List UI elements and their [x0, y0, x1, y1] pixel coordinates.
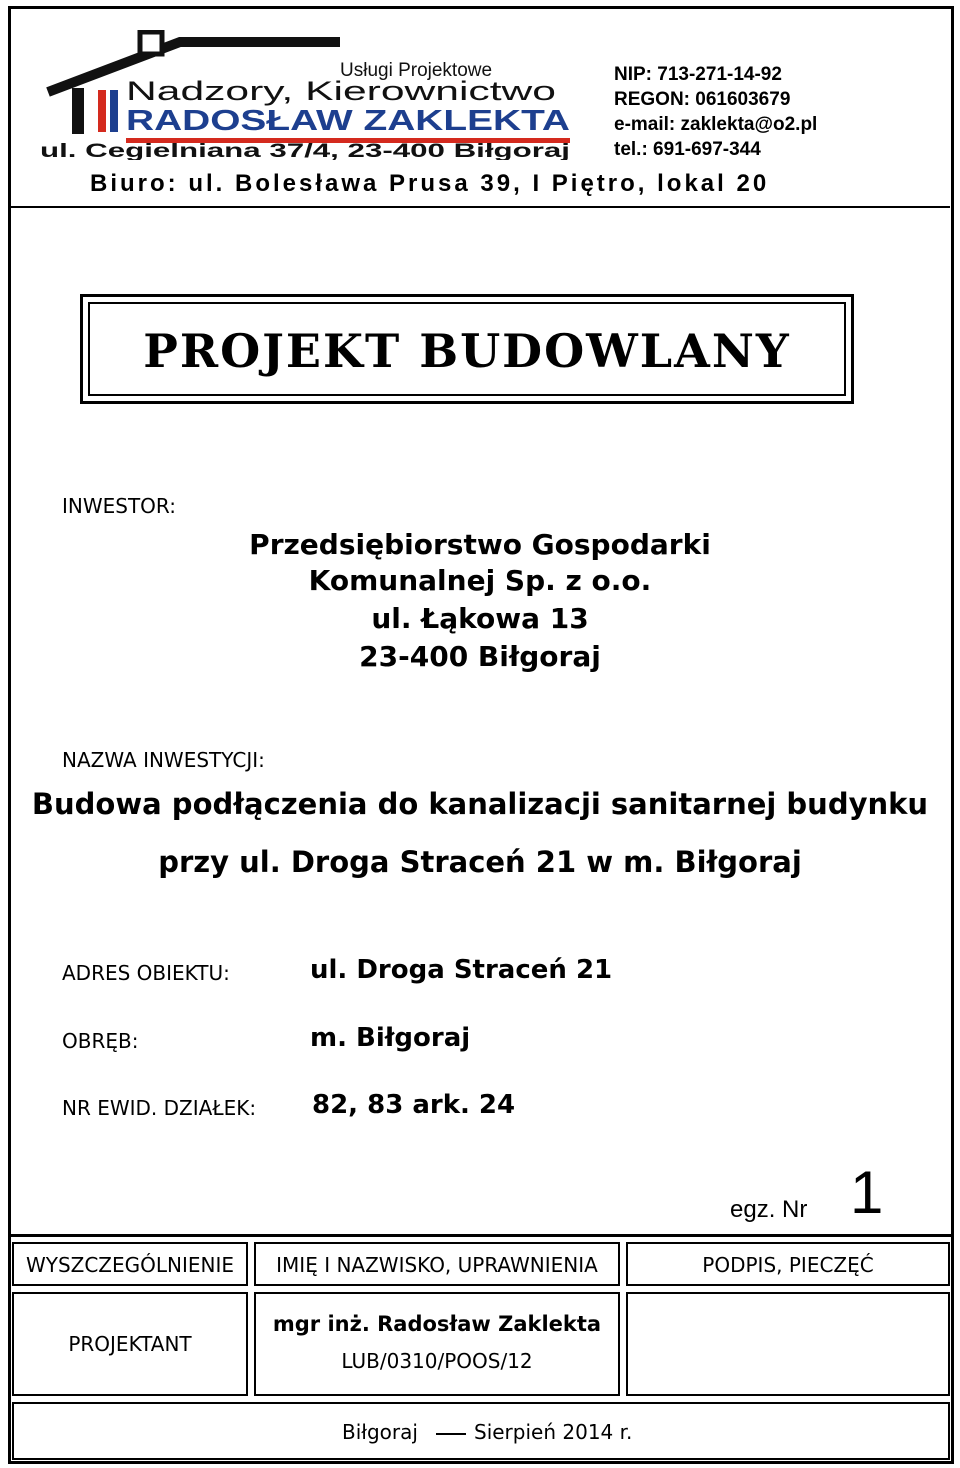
- logo-line2: Nadzory, Kierownictwo: [126, 76, 556, 106]
- plots-value: 82, 83 ark. 24: [312, 1090, 516, 1120]
- logo-line4: ul. Cegielniana 37/4, 23-400 Biłgoraj: [40, 141, 570, 160]
- precinct-label: OBRĘB:: [62, 1029, 139, 1053]
- table-header-role: WYSZCZEGÓLNIENIE: [25, 1253, 235, 1277]
- copy-number: 1: [850, 1159, 884, 1226]
- investment-label: NAZWA INWESTYCJI:: [62, 748, 265, 772]
- company-logo: [40, 30, 580, 160]
- footer-cell: [12, 1402, 950, 1460]
- page-title: PROJEKT BUDOWLANY: [143, 324, 791, 378]
- logo-line3: RADOSŁAW ZAKLEKTA: [126, 105, 571, 137]
- plots-label: NR EWID. DZIAŁEK:: [62, 1096, 257, 1120]
- title-box-inner: [88, 302, 846, 396]
- logo-line1: Usługi Projektowe: [340, 60, 493, 81]
- footer-place: Biłgoraj: [342, 1420, 418, 1444]
- logo-wall: [72, 88, 84, 134]
- table-header-signature: PODPIS, PIECZĘĆ: [702, 1253, 874, 1277]
- nip-text: NIP: 713-271-14-92: [614, 64, 782, 85]
- copy-label: egz. Nr: [730, 1196, 808, 1223]
- investor-city: 23-400 Biłgoraj: [359, 640, 601, 673]
- footer-dash: [436, 1433, 466, 1435]
- designer-license: LUB/0310/POOS/12: [341, 1349, 533, 1373]
- logo-stripe-red: [98, 90, 106, 132]
- table-row-name-cell: [254, 1292, 620, 1396]
- phone-text: tel.: 691-697-344: [614, 139, 761, 160]
- investor-street: ul. Łąkowa 13: [371, 602, 589, 635]
- table-header-name: IMIĘ I NAZWISKO, UPRAWNIENIA: [276, 1253, 598, 1277]
- address-label: ADRES OBIEKTU:: [62, 961, 230, 985]
- investment-name-line1: Budowa podłączenia do kanalizacji sanitarnej budynku: [31, 787, 929, 821]
- investment-name-line2: przy ul. Droga Straceń 21 w m. Biłgoraj: [158, 845, 802, 879]
- footer-date: Sierpień 2014 r.: [474, 1420, 633, 1444]
- table-header-cell-name: [254, 1242, 620, 1286]
- header-divider: [10, 206, 950, 208]
- table-header-cell-signature: [626, 1242, 950, 1286]
- investor-label: INWESTOR:: [62, 494, 176, 518]
- regon-text: REGON: 061603679: [614, 89, 791, 110]
- table-row-role-cell: [12, 1292, 248, 1396]
- email-text: e-mail: zaklekta@o2.pl: [614, 114, 818, 135]
- contact-block: [614, 62, 817, 162]
- address-value: ul. Droga Straceń 21: [310, 955, 613, 985]
- designer-name: mgr inż. Radosław Zaklekta: [272, 1312, 602, 1336]
- investor-name-line1: Przedsiębiorstwo Gospodarki: [249, 528, 711, 561]
- table-row-role: PROJEKTANT: [68, 1332, 192, 1356]
- table-header-cell-role: [12, 1242, 248, 1286]
- logo-chimney: [140, 32, 162, 54]
- precinct-value: m. Biłgoraj: [310, 1023, 471, 1053]
- investor-name-line2: Komunalnej Sp. z o.o.: [308, 564, 652, 597]
- table-row-signature-cell: [626, 1292, 950, 1396]
- title-box: [80, 294, 854, 404]
- office-address: Biuro: ul. Bolesława Prusa 39, I Piętro, lokal 20: [90, 170, 770, 197]
- logo-stripe-blue: [110, 90, 118, 132]
